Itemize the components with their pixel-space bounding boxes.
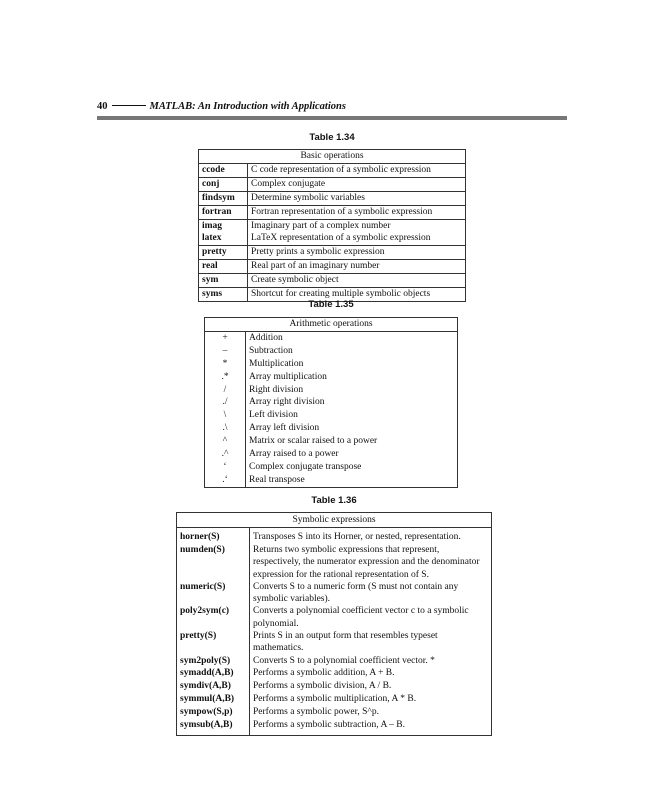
operator-desc: Complex conjugate transpose — [249, 461, 362, 472]
table-row — [177, 680, 492, 693]
function-desc: Performs a symbolic power, S^p. — [253, 707, 379, 718]
table-row — [205, 435, 458, 448]
operator-symbol: * — [205, 358, 246, 371]
function-name: numden(S) — [177, 544, 250, 581]
table-row — [177, 706, 492, 719]
function-desc: Performs a symbolic division, A / B. — [253, 681, 392, 692]
table-row — [199, 260, 466, 274]
table-row — [199, 232, 466, 245]
operator-symbol: \ — [205, 409, 246, 422]
operator-symbol: .\ — [205, 422, 246, 435]
op-name: pretty — [199, 246, 248, 260]
operator-desc: Left division — [249, 410, 298, 421]
op-desc: Shortcut for creating multiple symbolic objects — [251, 289, 431, 300]
function-name: symsub(A,B) — [177, 719, 250, 735]
op-desc: Imaginary part of a complex number — [251, 220, 391, 231]
function-name: sympow(S,p) — [177, 706, 250, 719]
book-title: MATLAB: An Introduction with Applications — [149, 101, 346, 112]
operator-desc: Real transpose — [249, 474, 305, 485]
op-name: syms — [199, 288, 248, 302]
op-name: real — [199, 260, 248, 274]
op-name: sym — [199, 274, 248, 288]
function-name: symadd(A,B) — [177, 667, 250, 680]
table-row — [177, 655, 492, 668]
function-desc: Converts S to a polynomial coefficient vector. * — [253, 655, 435, 666]
table-1-34 — [198, 149, 466, 302]
table-row — [205, 396, 458, 409]
table-heading: Arithmetic operations — [205, 318, 458, 332]
function-name: pretty(S) — [177, 630, 250, 655]
operator-desc: Multiplication — [249, 358, 304, 369]
operator-desc: Addition — [249, 332, 283, 343]
table-1-34-caption: Table 1.34 — [309, 132, 355, 143]
table-heading: Symbolic expressions — [177, 513, 492, 528]
function-desc: Transposes S into its Horner, or nested, representation. — [253, 532, 461, 542]
table-row — [177, 630, 492, 655]
function-name: sym2poly(S) — [177, 655, 250, 668]
table-1-36-caption: Table 1.36 — [311, 495, 357, 506]
function-name: symmul(A,B) — [177, 693, 250, 706]
operator-desc: Matrix or scalar raised to a power — [249, 436, 378, 447]
operator-symbol: + — [205, 331, 246, 344]
table-row — [199, 163, 466, 177]
operator-desc: Subtraction — [249, 345, 293, 356]
operator-symbol: .^ — [205, 448, 246, 461]
table-row — [205, 422, 458, 435]
table-row — [177, 581, 492, 606]
table-row — [205, 461, 458, 474]
table-heading-row — [199, 150, 466, 164]
table-row — [177, 667, 492, 680]
function-name: poly2sym(c) — [177, 605, 250, 630]
operator-desc: Array multiplication — [249, 371, 327, 382]
operator-symbol: ‘ — [205, 461, 246, 474]
op-name: conj — [199, 177, 248, 191]
op-desc: Determine symbolic variables — [248, 191, 466, 205]
function-desc: Performs a symbolic multiplication, A * B. — [253, 694, 417, 705]
operator-symbol: .‘ — [205, 474, 246, 487]
table-1-35 — [204, 317, 458, 488]
table-heading-row — [205, 318, 458, 332]
table-row — [205, 358, 458, 371]
operator-symbol: – — [205, 345, 246, 358]
table-row — [177, 528, 492, 544]
op-desc: Fortran representation of a symbolic expression — [248, 205, 466, 219]
running-header — [97, 101, 567, 115]
function-desc: Converts S to a numeric form (S must not contain any symbolic variables). — [253, 581, 459, 605]
function-name: symdiv(A,B) — [177, 680, 250, 693]
op-desc: Create symbolic object — [248, 274, 466, 288]
table-row — [199, 177, 466, 191]
function-desc: Performs a symbolic subtraction, A – B. — [253, 720, 405, 731]
table-row — [205, 448, 458, 461]
function-name: horner(S) — [177, 528, 250, 544]
function-desc: Converts a polynomial coefficient vector c to a symbolic polynomial. — [253, 606, 469, 629]
op-name: ccode — [199, 163, 248, 177]
header-dash — [112, 105, 146, 106]
table-row — [177, 719, 492, 735]
table-1-36 — [176, 512, 492, 736]
function-name: numeric(S) — [177, 581, 250, 606]
table-row — [177, 544, 492, 581]
operator-desc: Array raised to a power — [249, 449, 339, 460]
table-row — [205, 409, 458, 422]
operator-desc: Right division — [249, 384, 304, 395]
table-row — [199, 274, 466, 288]
operator-desc: Array right division — [249, 397, 325, 408]
page-number: 40 — [97, 101, 108, 112]
table-row — [205, 331, 458, 344]
table-heading-row — [177, 513, 492, 528]
table-row — [199, 191, 466, 205]
table-row — [177, 693, 492, 706]
function-desc: Prints S in an output form that resembles typeset mathematics. — [253, 630, 438, 654]
operator-symbol: ^ — [205, 435, 246, 448]
table-row — [205, 371, 458, 384]
op-desc: LaTeX representation of a symbolic expression — [248, 232, 466, 245]
operator-desc: Array left division — [249, 423, 320, 434]
operator-symbol: ./ — [205, 396, 246, 409]
function-desc: Returns two symbolic expressions that represent, respectively, the numerator expression and the denominator expression for the rational representation of S. — [253, 544, 480, 580]
table-row — [205, 474, 458, 487]
table-row — [199, 246, 466, 260]
op-name: imag — [199, 219, 248, 232]
table-row — [199, 205, 466, 219]
op-desc: Pretty prints a symbolic expression — [248, 246, 466, 260]
table-1-35-caption: Table 1.35 — [308, 299, 354, 310]
op-name: findsym — [199, 191, 248, 205]
table-row — [205, 345, 458, 358]
op-desc: Complex conjugate — [248, 177, 466, 191]
table-row — [199, 219, 466, 232]
operator-symbol: / — [205, 384, 246, 397]
op-name: latex — [199, 232, 248, 245]
table-row — [205, 384, 458, 397]
op-desc: Real part of an imaginary number — [248, 260, 466, 274]
op-desc: C code representation of a symbolic expression — [248, 163, 466, 177]
table-row — [177, 605, 492, 630]
table-heading: Basic operations — [199, 150, 466, 164]
header-rule — [97, 116, 567, 120]
operator-symbol: .* — [205, 371, 246, 384]
function-desc: Performs a symbolic addition, A + B. — [253, 668, 395, 679]
op-name: fortran — [199, 205, 248, 219]
